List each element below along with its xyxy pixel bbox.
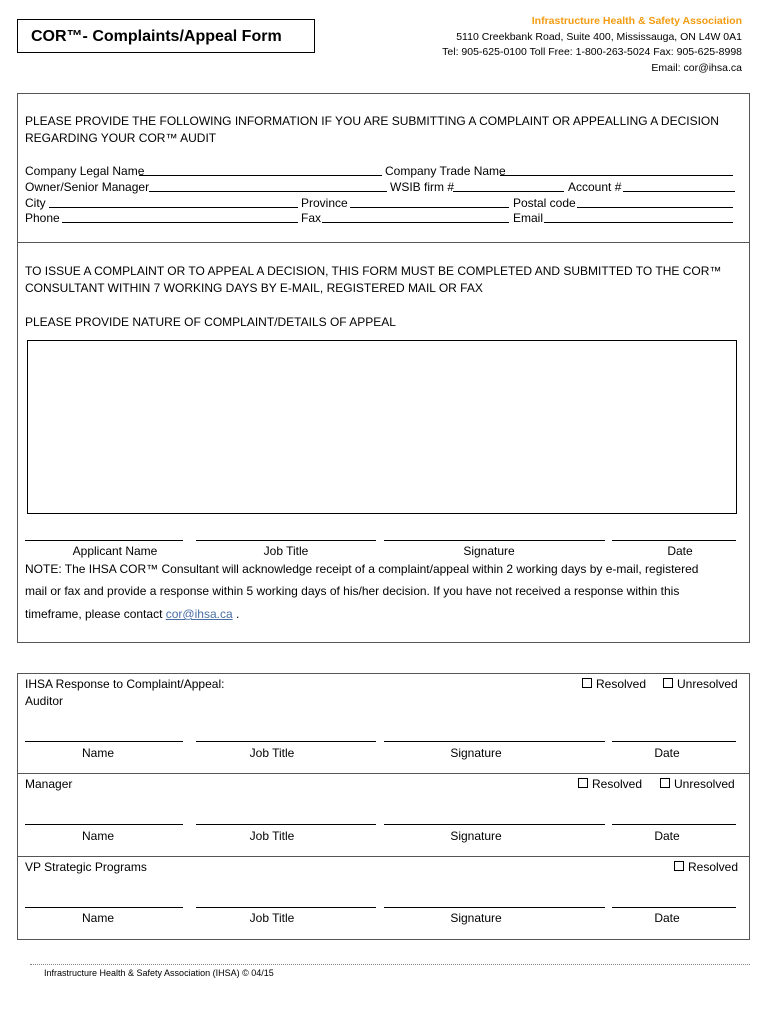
complaint-notice-1: TO ISSUE A COMPLAINT OR TO APPEAL A DECISION, THIS FORM MUST BE COMPLETED AND SUBMITTED TO THE COR™ — [25, 264, 722, 278]
email-label: Email — [513, 211, 544, 225]
applicant-signature-label: Signature — [463, 544, 515, 558]
details-label: PLEASE PROVIDE NATURE OF COMPLAINT/DETAILS OF APPEAL — [25, 315, 396, 329]
form-title-box — [17, 19, 315, 53]
manager-name-line[interactable] — [25, 824, 183, 825]
owner-manager-field[interactable] — [149, 180, 387, 192]
manager-name-label: Name — [81, 829, 114, 843]
owner-manager-label: Owner/Senior Manager — [25, 180, 150, 194]
response-divider-2 — [17, 856, 750, 857]
account-label: Account # — [568, 180, 622, 194]
auditor-resolved-label: Resolved — [596, 677, 647, 691]
account-field[interactable] — [623, 180, 735, 192]
note-line-1: NOTE: The IHSA COR™ Consultant will acknowledge receipt of a complaint/appeal within 2 working days by e-mail, registered — [25, 562, 699, 576]
applicant-name-line[interactable] — [25, 540, 183, 541]
info-instruction-1: PLEASE PROVIDE THE FOLLOWING INFORMATION IF YOU ARE SUBMITTING A COMPLAINT OR APPEALLING A DECISION — [25, 114, 719, 128]
org-email: Email: cor@ihsa.ca — [651, 61, 742, 74]
province-label: Province — [301, 196, 348, 210]
fax-field[interactable] — [322, 211, 509, 223]
applicant-job-title-line[interactable] — [196, 540, 376, 541]
vp-date-line[interactable] — [612, 907, 736, 908]
vp-label: VP Strategic Programs — [25, 860, 147, 874]
note-line-3-suffix: . — [235, 607, 240, 621]
auditor-resolved-option[interactable] — [582, 677, 646, 691]
manager-resolved-label: Resolved — [592, 777, 643, 791]
city-field[interactable] — [49, 196, 298, 208]
contact-email-link[interactable]: cor@ihsa.ca — [165, 607, 233, 621]
phone-label: Phone — [25, 211, 60, 225]
manager-resolved-checkbox[interactable] — [578, 778, 588, 788]
manager-signature-line[interactable] — [384, 824, 605, 825]
company-legal-name-label: Company Legal Name — [25, 164, 145, 178]
city-label: City — [25, 196, 46, 210]
auditor-label: Auditor — [25, 694, 64, 708]
manager-label: Manager — [25, 777, 73, 791]
province-field[interactable] — [350, 196, 509, 208]
note-line-3-prefix: timeframe, please contact — [25, 607, 163, 621]
auditor-job-title-line[interactable] — [196, 741, 376, 742]
auditor-date-line[interactable] — [612, 741, 736, 742]
vp-job-title-label: Job Title — [249, 911, 295, 925]
vp-resolved-label: Resolved — [688, 860, 739, 874]
applicant-signature-line[interactable] — [384, 540, 605, 541]
org-address: 5110 Creekbank Road, Suite 400, Mississauga, ON L4W 0A1 — [456, 30, 742, 43]
auditor-signature-line[interactable] — [384, 741, 605, 742]
email-field[interactable] — [544, 211, 733, 223]
vp-name-label: Name — [81, 911, 114, 925]
auditor-name-label: Name — [81, 746, 114, 760]
company-trade-name-field[interactable] — [500, 164, 733, 176]
response-divider-1 — [17, 773, 750, 774]
company-legal-name-field[interactable] — [139, 164, 382, 176]
vp-signature-line[interactable] — [384, 907, 605, 908]
complaint-details-textarea[interactable] — [27, 340, 737, 514]
vp-job-title-line[interactable] — [196, 907, 376, 908]
manager-signature-label: Signature — [450, 829, 502, 843]
manager-job-title-line[interactable] — [196, 824, 376, 825]
org-phones: Tel: 905-625-0100 Toll Free: 1-800-263-5024 Fax: 905-625-8998 — [442, 46, 742, 58]
phone-field[interactable] — [62, 211, 298, 223]
note-line-2: mail or fax and provide a response within 5 working days of his/her decision. If you have not received a response within this — [25, 584, 680, 598]
note-line-3 — [25, 607, 239, 621]
auditor-unresolved-option[interactable] — [663, 677, 738, 691]
auditor-unresolved-label: Unresolved — [677, 677, 738, 691]
footer-text: Infrastructure Health & Safety Association (IHSA) © 04/15 — [44, 968, 274, 978]
form-title: COR™- Complaints/Appeal Form — [31, 28, 282, 45]
auditor-unresolved-checkbox[interactable] — [663, 678, 673, 688]
applicant-name-label: Applicant Name — [72, 544, 158, 558]
manager-date-label: Date — [654, 829, 680, 843]
wsib-firm-field[interactable] — [453, 180, 564, 192]
org-name: Infrastructure Health & Safety Association — [531, 15, 742, 27]
vp-name-line[interactable] — [25, 907, 183, 908]
applicant-date-label: Date — [667, 544, 693, 558]
footer-divider — [30, 964, 750, 965]
manager-unresolved-option[interactable] — [660, 777, 735, 791]
manager-unresolved-checkbox[interactable] — [660, 778, 670, 788]
auditor-signature-label: Signature — [450, 746, 502, 760]
fax-label: Fax — [301, 211, 322, 225]
manager-date-line[interactable] — [612, 824, 736, 825]
wsib-firm-label: WSIB firm # — [390, 180, 455, 194]
complaint-notice-2: CONSULTANT WITHIN 7 WORKING DAYS BY E-MAIL, REGISTERED MAIL OR FAX — [25, 281, 483, 295]
applicant-date-line[interactable] — [612, 540, 736, 541]
vp-resolved-option[interactable] — [674, 860, 738, 874]
postal-code-field[interactable] — [577, 196, 733, 208]
postal-code-label: Postal code — [513, 196, 576, 210]
vp-date-label: Date — [654, 911, 680, 925]
applicant-job-title-label: Job Title — [263, 544, 309, 558]
info-instruction-2: REGARDING YOUR COR™ AUDIT — [25, 131, 217, 145]
company-trade-name-label: Company Trade Name — [385, 164, 506, 178]
manager-unresolved-label: Unresolved — [674, 777, 735, 791]
auditor-name-line[interactable] — [25, 741, 183, 742]
response-section-frame — [17, 673, 750, 940]
auditor-job-title-label: Job Title — [249, 746, 295, 760]
manager-job-title-label: Job Title — [249, 829, 295, 843]
response-heading: IHSA Response to Complaint/Appeal: — [25, 677, 225, 691]
vp-resolved-checkbox[interactable] — [674, 861, 684, 871]
manager-resolved-option[interactable] — [578, 777, 642, 791]
auditor-resolved-checkbox[interactable] — [582, 678, 592, 688]
vp-signature-label: Signature — [450, 911, 502, 925]
section-divider — [17, 242, 750, 243]
org-contact-block — [442, 14, 742, 76]
auditor-date-label: Date — [654, 746, 680, 760]
